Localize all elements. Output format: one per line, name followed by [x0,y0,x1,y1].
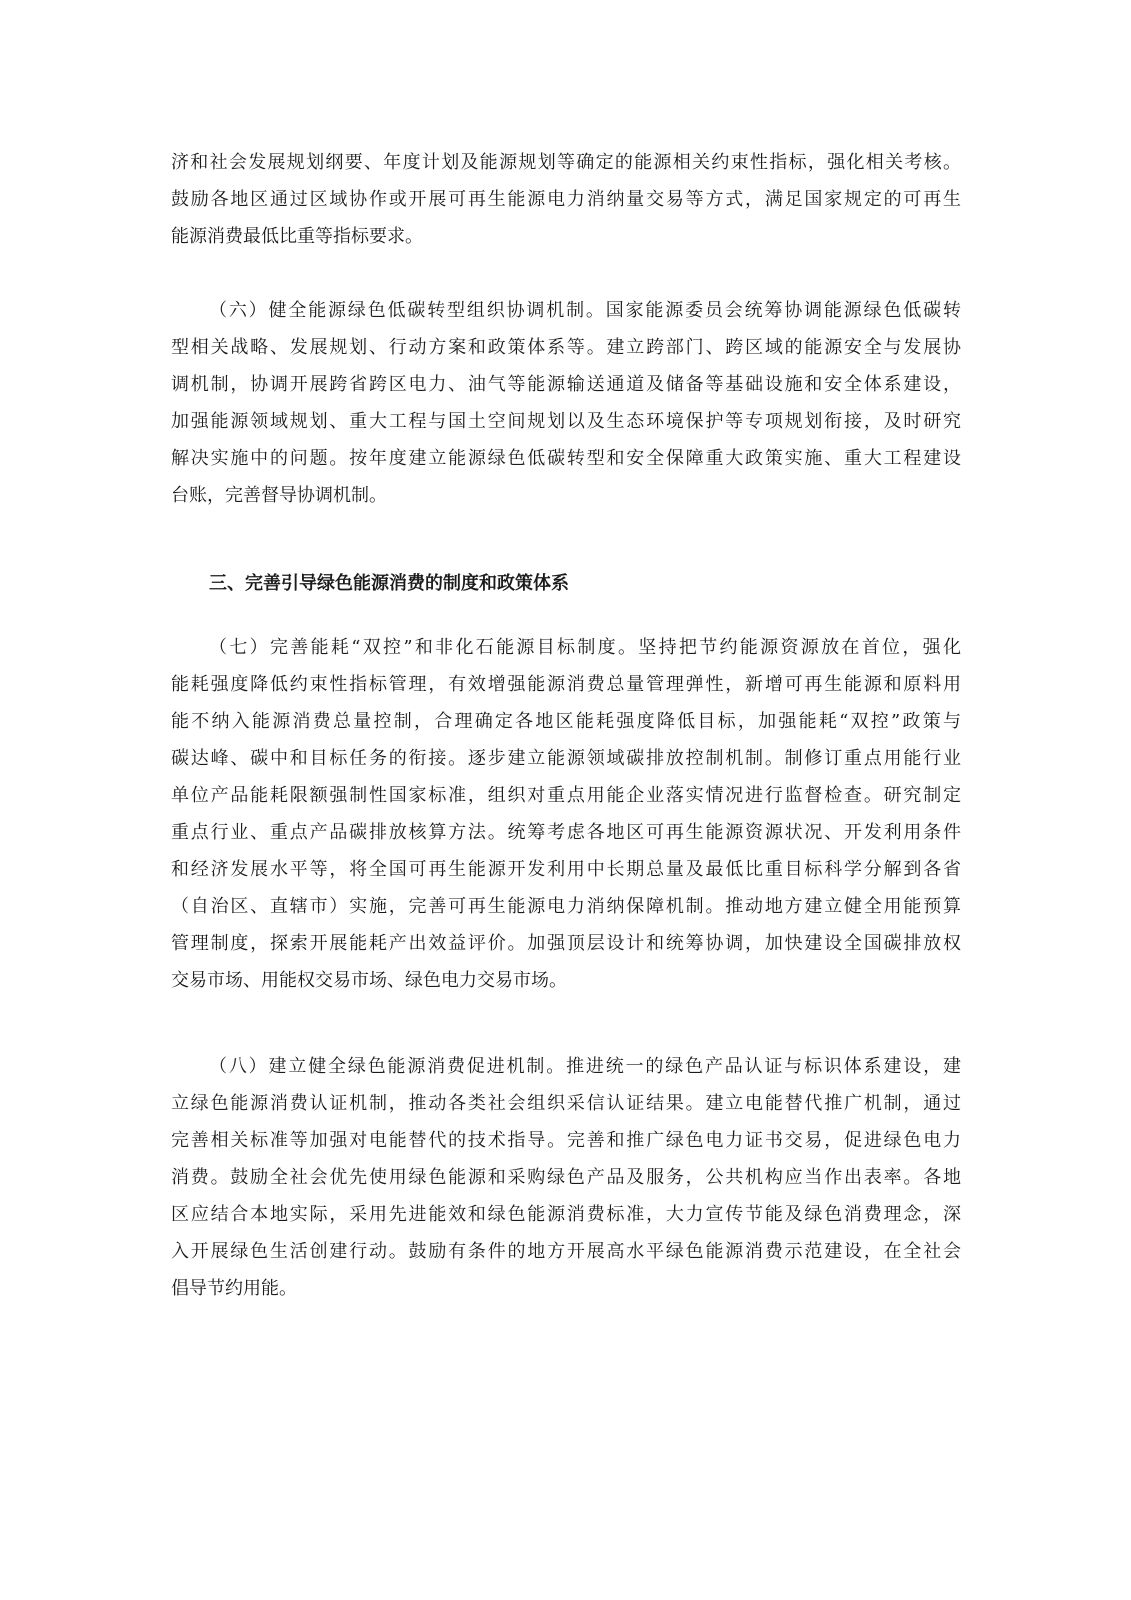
paragraph-7 [171,629,961,999]
text-line: 加强能源领域规划、重大工程与国土空间规划以及生态环境保护等专项规划衔接，及时研究 [171,411,961,432]
text-line: 台账，完善督导协调机制。 [171,485,387,506]
text-line: 重点行业、重点产品碳排放核算方法。统筹考虑各地区可再生能源资源状况、开发利用条件 [171,822,961,843]
text-line: 和经济发展水平等，将全国可再生能源开发利用中长期总量及最低比重目标科学分解到各省 [171,859,961,880]
text-line: 入开展绿色生活创建行动。鼓励有条件的地方开展高水平绿色能源消费示范建设，在全社会 [171,1241,961,1262]
text-line: 完善相关标准等加强对电能替代的技术指导。完善和推广绿色电力证书交易，促进绿色电力 [171,1130,961,1151]
text-line: （自治区、直辖市）实施，完善可再生能源电力消纳保障机制。推动地方建立健全用能预算 [171,896,961,917]
text-line: （七）完善能耗“双控”和非化石能源目标制度。坚持把节约能源资源放在首位，强化 [209,637,961,658]
text-line: 能不纳入能源消费总量控制，合理确定各地区能耗强度降低目标，加强能耗“双控”政策与 [171,711,961,732]
text-line: 交易市场、用能权交易市场、绿色电力交易市场。 [171,970,567,991]
text-line: 倡导节约用能。 [171,1278,297,1299]
text-line: 济和社会发展规划纲要、年度计划及能源规划等确定的能源相关约束性指标，强化相关考核。 [171,152,961,173]
text-line: 能耗强度降低约束性指标管理，有效增强能源消费总量管理弹性，新增可再生能源和原料用 [171,674,961,695]
text-line: 调机制，协调开展跨省跨区电力、油气等能源输送通道及储备等基础设施和安全体系建设， [171,374,961,395]
text-line: （六）健全能源绿色低碳转型组织协调机制。国家能源委员会统筹协调能源绿色低碳转 [209,300,961,321]
text-line: 解决实施中的问题。按年度建立能源绿色低碳转型和安全保障重大政策实施、重大工程建设 [171,448,961,469]
text-line: 能源消费最低比重等指标要求。 [171,226,423,247]
section-heading: 三、完善引导绿色能源消费的制度和政策体系 [209,573,569,594]
paragraph-6 [171,292,961,514]
text-line: 型相关战略、发展规划、行动方案和政策体系等。建立跨部门、跨区域的能源安全与发展协 [171,337,961,358]
text-line: （八）建立健全绿色能源消费促进机制。推进统一的绿色产品认证与标识体系建设，建 [209,1056,961,1077]
text-line: 单位产品能耗限额强制性国家标准，组织对重点用能企业落实情况进行监督检查。研究制定 [171,785,961,806]
paragraph-8 [171,1048,961,1307]
text-line: 管理制度，探索开展能耗产出效益评价。加强顶层设计和统筹协调，加快建设全国碳排放权 [171,933,961,954]
text-line: 碳达峰、碳中和目标任务的衔接。逐步建立能源领域碳排放控制机制。制修订重点用能行业 [171,748,961,769]
text-line: 立绿色能源消费认证机制，推动各类社会组织采信认证结果。建立电能替代推广机制，通过 [171,1093,961,1114]
paragraph-continuation [171,144,961,255]
text-line: 消费。鼓励全社会优先使用绿色能源和采购绿色产品及服务，公共机构应当作出表率。各地 [171,1167,961,1188]
text-line: 鼓励各地区通过区域协作或开展可再生能源电力消纳量交易等方式，满足国家规定的可再生 [171,189,961,210]
text-line: 区应结合本地实际，采用先进能效和绿色能源消费标准，大力宣传节能及绿色消费理念，深 [171,1204,961,1225]
